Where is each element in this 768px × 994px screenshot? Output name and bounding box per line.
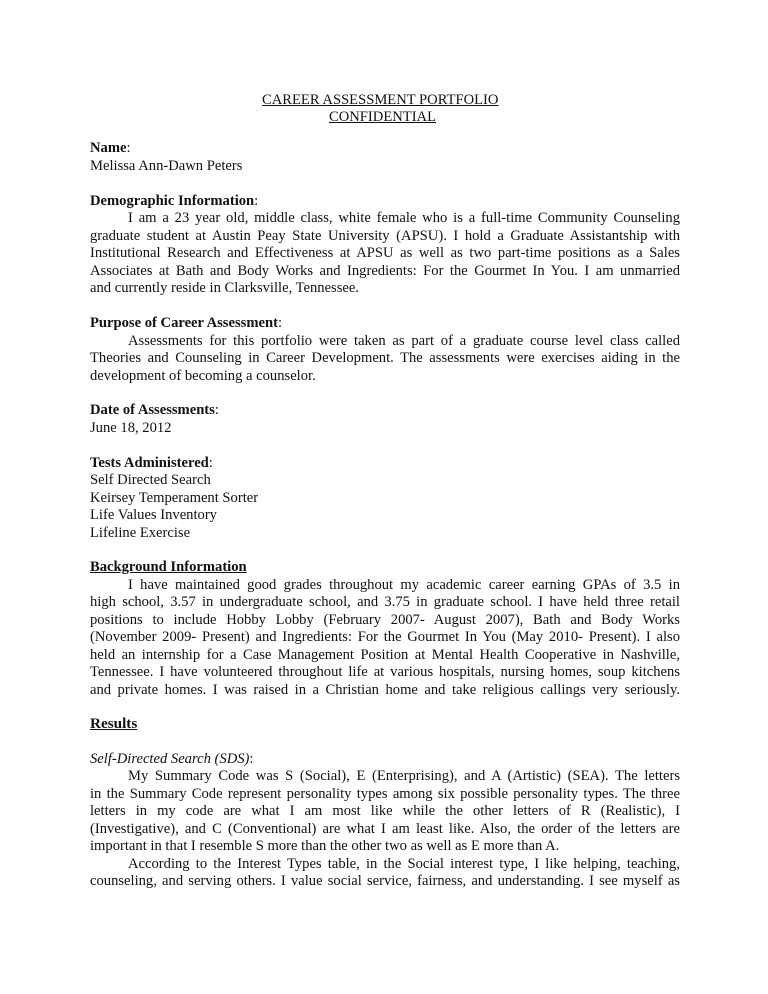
purpose-text-line: Theories and Counseling in Career Development. The assessments were exercises aiding in the	[90, 350, 680, 366]
purpose-text-line: development of becoming a counselor.	[90, 368, 316, 384]
sds-subheading: Self-Directed Search (SDS):	[90, 751, 254, 767]
results-text-line: letters in my code are what I am most like while the other letters of R (Realistic), I	[90, 803, 680, 819]
name-section-heading: Name:	[90, 140, 131, 156]
demographic-text-line: Institutional Research and Effectiveness at APSU as well as two part-time positions as a Sales	[90, 245, 680, 261]
background-text-line: (November 2009- Present) and Ingredients: For the Gourmet In You (May 2010- Present). I also	[90, 629, 680, 645]
test-item: Lifeline Exercise	[90, 525, 191, 541]
purpose-section-heading: Purpose of Career Assessment:	[90, 315, 282, 331]
results-text-line: According to the Interest Types table, in the Social interest type, I like helping, teaching,	[128, 856, 680, 872]
document-title: CAREER ASSESSMENT PORTFOLIO	[262, 92, 499, 108]
name-value: Melissa Ann-Dawn Peters	[90, 158, 243, 174]
background-text-line: Tennessee. I have volunteered throughout life at various hospitals, nursing homes, soup kitchens	[90, 664, 680, 680]
background-text-line: positions to include Hobby Lobby (February 2007- August 2007), Bath and Body Works	[90, 612, 680, 628]
background-text-line: and private homes. I was raised in a Christian home and take religious callings very seriously.	[90, 682, 680, 698]
results-text-line: (Investigative), and C (Conventional) are what I am least like. Also, the order of the letters are	[90, 821, 680, 837]
results-text-line: My Summary Code was S (Social), E (Enterprising), and A (Artistic) (SEA). The letters	[128, 768, 680, 784]
demographic-text-line: I am a 23 year old, middle class, white female who is a full-time Community Counseling	[128, 210, 680, 226]
demographic-text-line: and currently reside in Clarksville, Tennessee.	[90, 280, 360, 296]
test-item: Self Directed Search	[90, 472, 211, 488]
test-item: Keirsey Temperament Sorter	[90, 490, 259, 506]
background-text-line: I have maintained good grades throughout my academic career earning GPAs of 3.5 in	[128, 577, 680, 593]
demographic-text-line: graduate student at Austin Peay State University (APSU). I hold a Graduate Assistantship with	[90, 228, 680, 244]
results-text-line: counseling, and serving others. I value social service, fairness, and understanding. I see myself as	[90, 873, 680, 889]
document-subtitle: CONFIDENTIAL	[329, 109, 437, 125]
purpose-text-line: Assessments for this portfolio were taken as part of a graduate course level class called	[128, 333, 680, 349]
date-value: June 18, 2012	[90, 420, 172, 436]
demographic-text-line: Associates at Bath and Body Works and Ingredients: For the Gourmet In You. I am unmarried	[90, 263, 680, 279]
results-text-line: important in that I resemble S more than the other two as well as E more than A.	[90, 838, 560, 854]
background-section-heading: Background Information	[90, 559, 247, 575]
demographic-section-heading: Demographic Information:	[90, 193, 259, 209]
date-section-heading: Date of Assessments:	[90, 402, 219, 418]
results-text-line: in the Summary Code represent personality types among six possible personality types. The three	[90, 786, 680, 802]
background-text-line: held an internship for a Case Management Position at Mental Health Cooperative in Nashville,	[90, 647, 680, 663]
results-section-heading: Results	[90, 715, 138, 732]
test-item: Life Values Inventory	[90, 507, 217, 523]
tests-section-heading: Tests Administered:	[90, 455, 213, 471]
background-text-line: high school, 3.57 in undergraduate school, and 3.75 in graduate school. I have held three retail	[90, 594, 680, 610]
